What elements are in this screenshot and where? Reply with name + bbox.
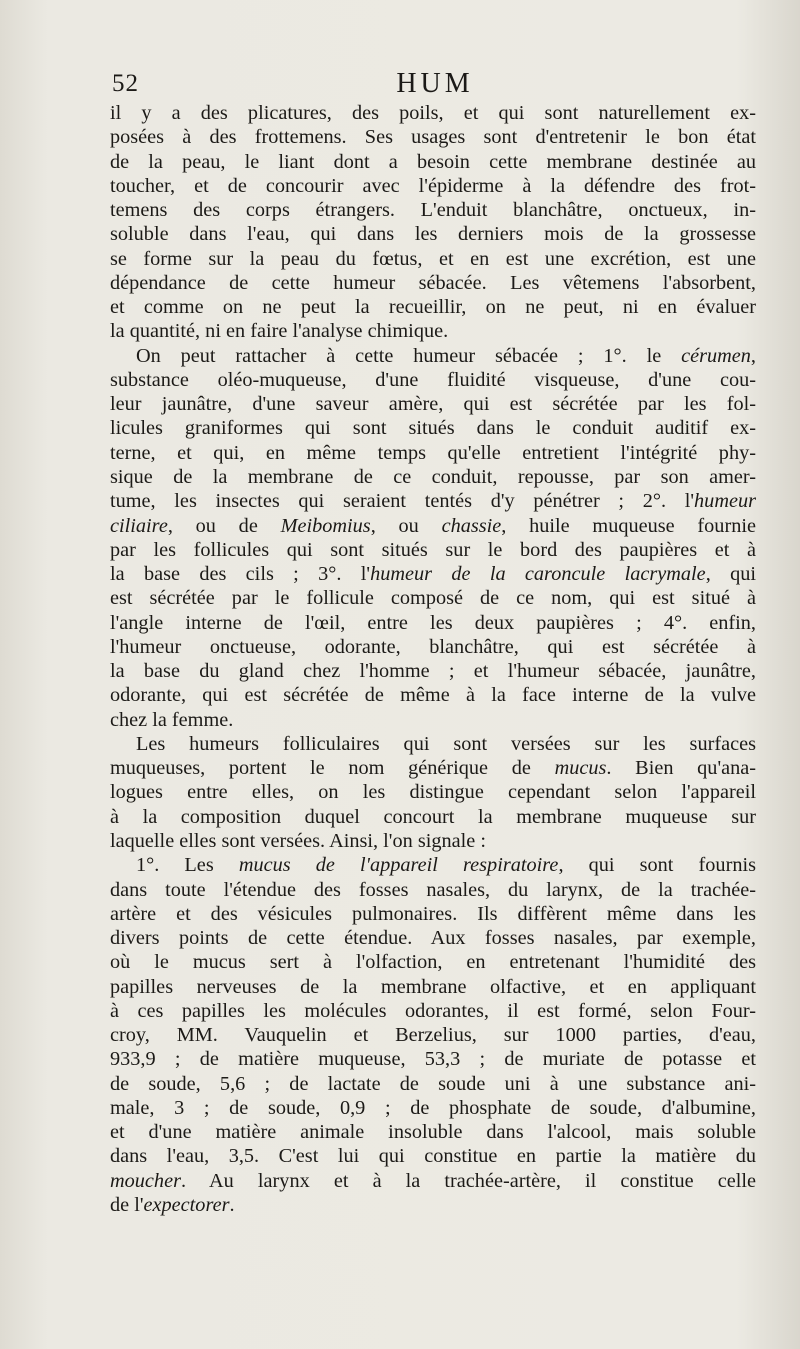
text-line: [110, 853, 756, 877]
text-run: chez la femme.: [110, 708, 234, 731]
text-line: [110, 1169, 756, 1193]
text-line: [110, 756, 756, 780]
text-run: logues entre elles, on les distingue cependant selon l'appareil: [110, 781, 756, 804]
text-line: [110, 659, 756, 683]
text-run: la base du gland chez l'homme ; et l'humeur sébacée, jaunâtre,: [110, 660, 756, 683]
text-run: par les follicules qui sont situés sur le bord des paupières et à: [110, 538, 756, 561]
text-run: de soude, 5,6 ; de lactate de soude uni à une substance ani-: [110, 1072, 756, 1095]
text-line: [110, 150, 756, 174]
text-run: odorante, qui est sécrétée de même à la face interne de la vulve: [110, 684, 756, 707]
text-line: [110, 708, 756, 732]
text-line: [110, 174, 756, 198]
text-line: [110, 344, 756, 368]
text-line: [110, 1120, 756, 1144]
text-line: [110, 1023, 756, 1047]
text-run: dans toute l'étendue des fosses nasales, du larynx, de la trachée-: [110, 878, 756, 901]
text-line: [110, 683, 756, 707]
text-run: tume, les insectes qui seraient tentés d'y pénétrer ; 2°. l': [110, 490, 695, 513]
text-run: de l': [110, 1193, 144, 1216]
text-line: [110, 198, 756, 222]
text-run: male, 3 ; de soude, 0,9 ; de phosphate de soude, d'albumine,: [110, 1096, 756, 1119]
text-line: [110, 514, 756, 538]
text-run: , qui sont fournis: [558, 854, 756, 877]
text-run: licules graniformes qui sont situés dans le conduit auditif ex-: [110, 417, 756, 440]
text-run: papilles nerveuses de la membrane olfactive, et en appliquant: [110, 975, 756, 998]
text-run: dépendance de cette humeur sébacée. Les vêtemens l'absorbent,: [110, 271, 756, 294]
italic-term: cérumen: [681, 344, 751, 367]
text-line: [110, 101, 756, 125]
text-run: et d'une matière animale insoluble dans l'alcool, mais soluble: [110, 1121, 756, 1144]
text-line: [110, 611, 756, 635]
text-run: ,: [750, 344, 756, 367]
text-line: [110, 368, 756, 392]
text-line: [110, 465, 756, 489]
text-line: [110, 247, 756, 271]
text-line: [110, 805, 756, 829]
text-run: leur jaunâtre, d'une saveur amère, qui est sécrétée par les fol-: [110, 393, 756, 416]
text-run: divers points de cette étendue. Aux fosses nasales, par exemple,: [110, 927, 756, 950]
text-line: [110, 1144, 756, 1168]
text-run: l'angle interne de l'œil, entre les deux paupières ; 4°. enfin,: [110, 611, 756, 634]
page-number: 52: [112, 70, 139, 97]
text-run: , qui: [705, 563, 756, 586]
text-line: [110, 829, 756, 853]
text-line: [110, 392, 756, 416]
text-run: sique de la membrane de ce conduit, repousse, par son amer-: [110, 465, 756, 488]
text-run: 933,9 ; de matière muqueuse, 53,3 ; de muriate de potasse et: [110, 1048, 756, 1071]
italic-term: moucher: [110, 1169, 181, 1192]
text-line: [110, 538, 756, 562]
text-run: à ces papilles les molécules odorantes, il est formé, selon Four-: [110, 999, 756, 1022]
text-line: [110, 1072, 756, 1096]
text-run: .: [229, 1193, 235, 1216]
italic-term: Meibomius: [280, 514, 371, 537]
text-line: [110, 125, 756, 149]
text-run: l'humeur onctueuse, odorante, blanchâtre, qui est sécrétée à: [110, 635, 756, 658]
text-line: [110, 732, 756, 756]
text-line: [110, 950, 756, 974]
text-run: , huile muqueuse fournie: [501, 514, 756, 537]
text-line: [110, 780, 756, 804]
text-line: [110, 1096, 756, 1120]
running-head: [110, 68, 760, 102]
text-line: [110, 416, 756, 440]
italic-term: mucus de l'appareil respiratoire: [238, 854, 559, 877]
text-line: [110, 271, 756, 295]
text-line: [110, 441, 756, 465]
text-line: [110, 562, 756, 586]
text-run: . Au larynx et à la trachée-artère, il constitue celle: [180, 1169, 756, 1192]
text-line: [110, 902, 756, 926]
text-run: , ou: [370, 514, 442, 537]
text-run: posées à des frottemens. Ses usages sont d'entretenir le bon état: [110, 126, 756, 149]
text-line: [110, 635, 756, 659]
text-line: [110, 489, 756, 513]
italic-term: mucus: [554, 757, 607, 780]
text-run: la quantité, ni en faire l'analyse chimique.: [110, 320, 449, 343]
text-run: artère et des vésicules pulmonaires. Ils diffèrent même dans les: [110, 902, 756, 925]
text-line: [110, 999, 756, 1023]
text-run: se forme sur la peau du fœtus, et en est une excrétion, est une: [110, 247, 756, 270]
text-run: où le mucus sert à l'olfaction, en entretenant l'humidité des: [110, 951, 756, 974]
text-line: [110, 319, 756, 343]
text-run: substance oléo-muqueuse, d'une fluidité visqueuse, d'une cou-: [110, 368, 756, 391]
body-text: [110, 101, 756, 1217]
text-line: [110, 586, 756, 610]
text-line: [110, 878, 756, 902]
text-line: [110, 1193, 756, 1217]
italic-term: humeur de la caroncule lacrymale: [370, 563, 706, 586]
text-line: [110, 295, 756, 319]
text-run: laquelle elles sont versées. Ainsi, l'on signale :: [110, 829, 486, 852]
text-line: [110, 975, 756, 999]
text-run: , ou de: [167, 514, 281, 537]
text-run: et comme on ne peut la recueillir, on ne peut, ni en évaluer: [110, 296, 756, 319]
text-run: soluble dans l'eau, qui dans les derniers mois de la grossesse: [110, 223, 756, 246]
text-run: il y a des plicatures, des poils, et qui sont naturellement ex-: [110, 102, 756, 124]
text-run: la base des cils ; 3°. l': [110, 563, 371, 586]
text-line: [110, 926, 756, 950]
text-run: . Bien qu'ana-: [606, 757, 756, 780]
text-line: [110, 1047, 756, 1071]
text-run: On peut rattacher à cette humeur sébacée ; 1°. le: [136, 344, 682, 367]
running-title: HUM: [396, 68, 474, 99]
text-line: [110, 222, 756, 246]
text-run: Les humeurs folliculaires qui sont versées sur les surfaces: [136, 732, 756, 755]
italic-term: chassie: [441, 514, 502, 537]
text-run: de la peau, le liant dont a besoin cette membrane destinée au: [110, 150, 756, 173]
text-run: temens des corps étrangers. L'enduit blanchâtre, onctueux, in-: [110, 199, 756, 222]
italic-term: humeur: [694, 490, 756, 513]
text-run: toucher, et de concourir avec l'épiderme à la défendre des frot-: [110, 174, 756, 197]
text-run: est sécrétée par le follicule composé de ce nom, qui est situé à: [110, 587, 756, 610]
italic-term: ciliaire: [110, 514, 168, 537]
text-run: muqueuses, portent le nom générique de: [110, 757, 555, 780]
italic-term: expectorer: [143, 1193, 230, 1216]
text-run: à la composition duquel concourt la membrane muqueuse sur: [110, 805, 756, 828]
text-run: terne, et qui, en même temps qu'elle entretient l'intégrité phy-: [110, 441, 756, 464]
text-run: dans l'eau, 3,5. C'est lui qui constitue en partie la matière du: [110, 1145, 756, 1168]
text-run: croy, MM. Vauquelin et Berzelius, sur 1000 parties, d'eau,: [110, 1024, 756, 1047]
text-run: 1°. Les: [136, 854, 239, 877]
